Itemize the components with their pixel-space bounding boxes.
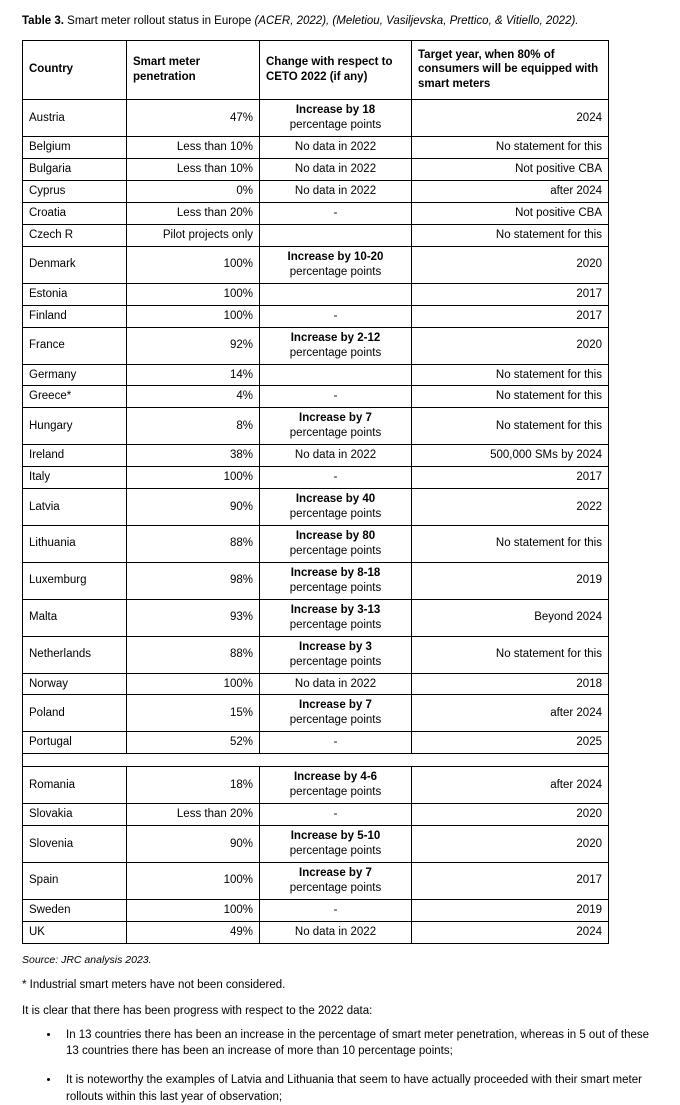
cell-target-year: 2020 [412, 826, 609, 863]
cell-target-year: No statement for this [412, 408, 609, 445]
table-row [23, 526, 609, 563]
cell-target-year: 2022 [412, 489, 609, 526]
cell-target-year: 2018 [412, 673, 609, 695]
cell-penetration: 90% [127, 489, 260, 526]
table-row [23, 283, 609, 305]
table-row [23, 159, 609, 181]
cell-change [260, 364, 412, 386]
cell-penetration: 47% [127, 100, 260, 137]
cell-change [260, 862, 412, 899]
cell-country: Malta [23, 599, 127, 636]
change-detail: No data in 2022 [294, 449, 377, 462]
cell-country: Germany [23, 364, 127, 386]
cell-change [260, 921, 412, 943]
cell-country: Luxemburg [23, 562, 127, 599]
cell-change [260, 804, 412, 826]
cell-target-year: 2024 [412, 100, 609, 137]
cell-country: Norway [23, 673, 127, 695]
table-group-separator-cell [23, 754, 609, 767]
cell-country: Croatia [23, 203, 127, 225]
table-caption-text: Smart meter rollout status in Europe [63, 15, 255, 27]
cell-country: Ireland [23, 445, 127, 467]
table-footnote: * Industrial smart meters have not been considered. [22, 978, 286, 991]
change-detail: - [333, 903, 338, 916]
table-row [23, 445, 609, 467]
cell-penetration: 90% [127, 826, 260, 863]
cell-country: UK [23, 921, 127, 943]
table-row [23, 826, 609, 863]
table-row [23, 636, 609, 673]
cell-change [260, 767, 412, 804]
table-row [23, 246, 609, 283]
change-detail: percentage points [289, 655, 382, 668]
table-body [23, 100, 609, 943]
cell-penetration: 98% [127, 562, 260, 599]
cell-target-year: 2017 [412, 283, 609, 305]
smart-meter-table [22, 40, 609, 944]
cell-penetration: 88% [127, 636, 260, 673]
table-row [23, 386, 609, 408]
cell-penetration: 4% [127, 386, 260, 408]
cell-penetration: 93% [127, 599, 260, 636]
cell-country: Estonia [23, 283, 127, 305]
cell-penetration: Less than 20% [127, 203, 260, 225]
cell-change [260, 246, 412, 283]
cell-change [260, 445, 412, 467]
change-detail: percentage points [289, 119, 382, 132]
table-row [23, 899, 609, 921]
cell-country: Bulgaria [23, 159, 127, 181]
cell-target-year: after 2024 [412, 695, 609, 732]
cell-target-year: after 2024 [412, 181, 609, 203]
cell-target-year: Not positive CBA [412, 203, 609, 225]
table-row [23, 364, 609, 386]
change-headline: Increase by 5-10 [290, 830, 381, 843]
table-row [23, 467, 609, 489]
cell-country: Austria [23, 100, 127, 137]
cell-penetration: Less than 10% [127, 159, 260, 181]
cell-change [260, 181, 412, 203]
table-row [23, 224, 609, 246]
cell-target-year: No statement for this [412, 224, 609, 246]
change-detail: percentage points [289, 581, 382, 594]
change-detail: No data in 2022 [294, 185, 377, 198]
cell-penetration: 15% [127, 695, 260, 732]
column-header-penetration: Smart meter penetration [127, 40, 260, 100]
cell-country: Sweden [23, 899, 127, 921]
cell-change [260, 826, 412, 863]
change-detail: percentage points [289, 714, 382, 727]
cell-penetration: 14% [127, 364, 260, 386]
cell-country: Spain [23, 862, 127, 899]
cell-country: Greece* [23, 386, 127, 408]
table-row [23, 921, 609, 943]
change-detail: percentage points [289, 845, 382, 858]
cell-penetration: 100% [127, 862, 260, 899]
cell-target-year: 2020 [412, 804, 609, 826]
cell-change [260, 526, 412, 563]
cell-country: Finland [23, 305, 127, 327]
change-detail: No data in 2022 [294, 163, 377, 176]
table-caption [22, 14, 658, 30]
cell-target-year: 2019 [412, 899, 609, 921]
cell-penetration: 100% [127, 899, 260, 921]
cell-target-year: Not positive CBA [412, 159, 609, 181]
list-item: • In 13 countries there has been an increase in the percentage of smart meter penetration, whereas in 5 out of these 13 countries there has been an increase of more than 10 percentage points; [60, 1027, 658, 1060]
table-row [23, 408, 609, 445]
cell-penetration: 88% [127, 526, 260, 563]
cell-country: Czech R [23, 224, 127, 246]
change-headline: Increase by 3-13 [290, 603, 381, 616]
cell-change [260, 732, 412, 754]
change-detail: No data in 2022 [294, 141, 377, 154]
cell-change [260, 386, 412, 408]
cell-target-year: Beyond 2024 [412, 599, 609, 636]
cell-target-year: 2025 [412, 732, 609, 754]
cell-country: Portugal [23, 732, 127, 754]
cell-penetration: 49% [127, 921, 260, 943]
cell-change [260, 283, 412, 305]
table-caption-label: Table 3. [22, 15, 64, 27]
cell-penetration: Pilot projects only [127, 224, 260, 246]
table-row [23, 673, 609, 695]
change-detail: percentage points [289, 881, 382, 894]
cell-target-year: 2020 [412, 246, 609, 283]
cell-country: Denmark [23, 246, 127, 283]
table-row [23, 327, 609, 364]
change-detail: percentage points [289, 346, 382, 359]
cell-change [260, 636, 412, 673]
cell-country: Cyprus [23, 181, 127, 203]
table-group-separator [23, 754, 609, 767]
change-detail: percentage points [289, 265, 382, 278]
table-header-row [23, 40, 609, 100]
cell-change [260, 489, 412, 526]
cell-target-year: 2017 [412, 305, 609, 327]
change-detail: percentage points [289, 544, 382, 557]
table-caption-refs: (ACER, 2022), (Meletiou, Vasiljevska, Prettico, & Vitiello, 2022). [254, 15, 579, 27]
cell-penetration: 52% [127, 732, 260, 754]
column-header-change: Change with respect to CETO 2022 (if any) [260, 40, 412, 100]
cell-change [260, 100, 412, 137]
change-detail: No data in 2022 [294, 925, 377, 938]
change-headline: Increase by 7 [299, 412, 372, 425]
table-source: Source: JRC analysis 2023. [22, 953, 152, 966]
change-detail: percentage points [289, 786, 382, 799]
cell-target-year: No statement for this [412, 386, 609, 408]
table-row [23, 203, 609, 225]
cell-target-year: 500,000 SMs by 2024 [412, 445, 609, 467]
cell-target-year: 2019 [412, 562, 609, 599]
change-detail: - [333, 207, 338, 220]
cell-penetration: 100% [127, 305, 260, 327]
change-detail: - [333, 471, 338, 484]
cell-change [260, 203, 412, 225]
cell-change [260, 137, 412, 159]
bullet-list [22, 1027, 658, 1105]
cell-penetration: 18% [127, 767, 260, 804]
cell-country: Belgium [23, 137, 127, 159]
cell-penetration: 38% [127, 445, 260, 467]
cell-country: Hungary [23, 408, 127, 445]
cell-country: Romania [23, 767, 127, 804]
table-row [23, 732, 609, 754]
cell-penetration: 0% [127, 181, 260, 203]
cell-penetration: Less than 10% [127, 137, 260, 159]
cell-target-year: 2020 [412, 327, 609, 364]
cell-country: Netherlands [23, 636, 127, 673]
cell-penetration: 100% [127, 246, 260, 283]
cell-penetration: 100% [127, 673, 260, 695]
change-detail: No data in 2022 [294, 677, 377, 690]
change-detail: percentage points [289, 508, 382, 521]
table-row [23, 137, 609, 159]
change-detail: - [333, 390, 338, 403]
change-headline: Increase by 3 [299, 640, 372, 653]
cell-penetration: Less than 20% [127, 804, 260, 826]
change-detail: - [333, 736, 338, 749]
table-row [23, 862, 609, 899]
change-detail: - [333, 808, 338, 821]
change-detail: percentage points [289, 618, 382, 631]
column-header-target: Target year, when 80% of consumers will be equipped with smart meters [412, 40, 609, 100]
cell-target-year: after 2024 [412, 767, 609, 804]
change-headline: Increase by 2-12 [290, 331, 381, 344]
cell-country: Latvia [23, 489, 127, 526]
cell-change [260, 159, 412, 181]
change-headline: Increase by 7 [299, 866, 372, 879]
change-headline: Increase by 10-20 [287, 250, 384, 263]
table-row [23, 767, 609, 804]
change-detail: - [333, 309, 338, 322]
change-headline: Increase by 80 [295, 530, 376, 543]
cell-change [260, 695, 412, 732]
cell-change [260, 408, 412, 445]
cell-country: Italy [23, 467, 127, 489]
change-headline: Increase by 4-6 [293, 771, 378, 784]
table-row [23, 599, 609, 636]
table-row [23, 804, 609, 826]
table-row [23, 489, 609, 526]
cell-change [260, 467, 412, 489]
cell-country: France [23, 327, 127, 364]
change-headline: Increase by 18 [295, 104, 376, 117]
change-headline: Increase by 7 [299, 699, 372, 712]
body-paragraph: It is clear that there has been progress with respect to the 2022 data: [22, 1004, 373, 1017]
cell-country: Slovenia [23, 826, 127, 863]
cell-change [260, 599, 412, 636]
list-item: • It is noteworthy the examples of Latvia and Lithuania that seem to have actually proceeded with their smart meter rollouts within this last year of observation; [60, 1072, 658, 1105]
cell-target-year: No statement for this [412, 137, 609, 159]
cell-penetration: 8% [127, 408, 260, 445]
column-header-country: Country [23, 40, 127, 100]
table-row [23, 562, 609, 599]
cell-penetration: 100% [127, 283, 260, 305]
cell-change [260, 327, 412, 364]
table-row [23, 100, 609, 137]
cell-change [260, 305, 412, 327]
cell-target-year: No statement for this [412, 526, 609, 563]
cell-target-year: No statement for this [412, 636, 609, 673]
cell-change [260, 562, 412, 599]
cell-country: Slovakia [23, 804, 127, 826]
table-row [23, 181, 609, 203]
cell-target-year: 2017 [412, 862, 609, 899]
change-headline: Increase by 8-18 [290, 566, 381, 579]
cell-target-year: 2017 [412, 467, 609, 489]
table-row [23, 695, 609, 732]
cell-country: Poland [23, 695, 127, 732]
cell-country: Lithuania [23, 526, 127, 563]
cell-change [260, 673, 412, 695]
table-head [23, 40, 609, 100]
table-row [23, 305, 609, 327]
cell-change [260, 899, 412, 921]
cell-penetration: 100% [127, 467, 260, 489]
cell-target-year: 2024 [412, 921, 609, 943]
change-headline: Increase by 40 [295, 493, 376, 506]
cell-change [260, 224, 412, 246]
cell-target-year: No statement for this [412, 364, 609, 386]
cell-penetration: 92% [127, 327, 260, 364]
change-detail: percentage points [289, 427, 382, 440]
